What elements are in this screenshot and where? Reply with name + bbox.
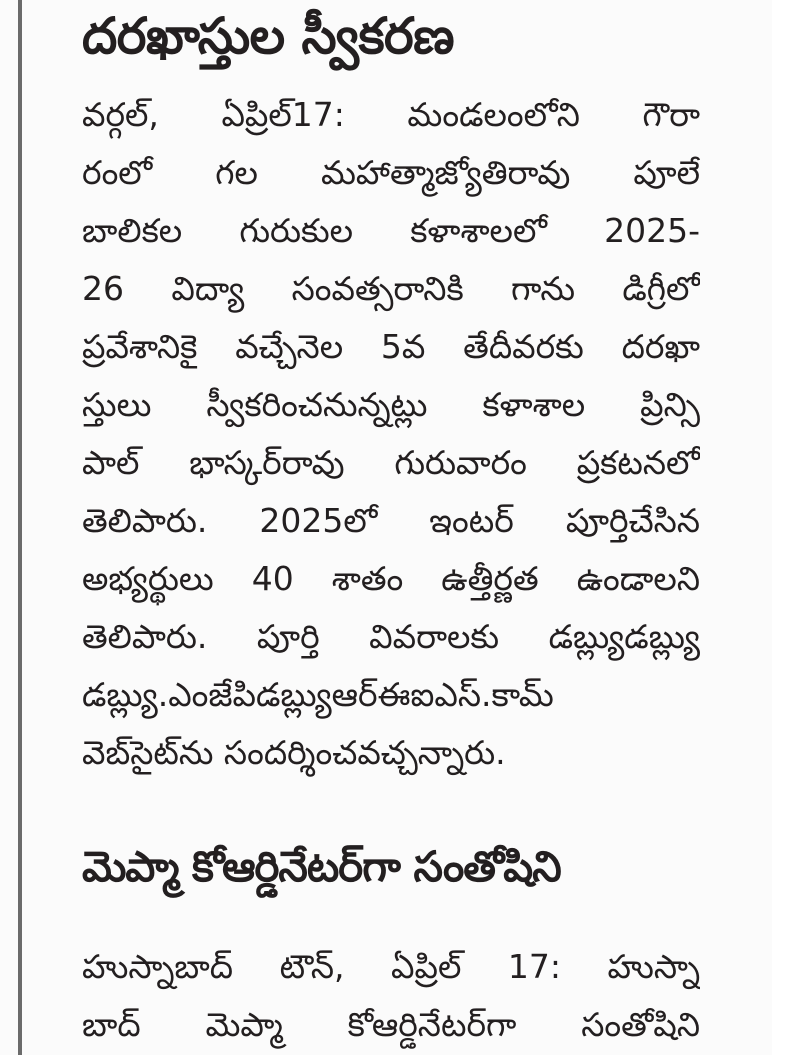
article-body [82,86,712,782]
article-line: బాద్ మెప్మా కోఆర్డినేటర్‌గా సంతోషిని [82,1005,700,1044]
article-line: హుస్నాబాద్ టౌన్, ఏప్రిల్ 17: హుస్నా [82,947,700,986]
article-body [82,938,712,1054]
article-line: తెలిపారు. పూర్తి వివరాలకు డబ్ల్యుడబ్ల్యు [82,617,700,656]
page-margin [772,0,800,1055]
article-line: వెబ్‌సైట్‌ను సందర్శించవచ్చన్నారు. [82,733,506,772]
article-line: బాలికల గురుకుల కళాశాలలో 2025- [82,211,700,250]
article-line: స్తులు స్వీకరించనున్నట్లు కళాశాల ప్రిన్సి [82,385,700,424]
article-line: రంలో గల మహాత్మాజ్యోతిరావు పూలే [82,153,700,192]
article-line: అభ్యర్థులు 40 శాతం ఉత్తీర్ణత ఉండాలని [82,559,700,598]
article-line: తెలిపారు. 2025లో ఇంటర్ పూర్తిచేసిన [82,501,700,540]
column-divider-rule [18,0,22,1055]
article-line: ప్రవేశానికై వచ్చేనెల 5వ తేదీవరకు దరఖా [82,327,700,366]
news-column [82,0,712,1055]
article-headline: మెప్మా కోఆర్డినేటర్‌గా సంతోషిని [82,842,561,891]
article-line: డబ్ల్యు.ఎంజేపిడబ్ల్యుఆర్‌ఈఐఎస్.కామ్ [82,675,554,714]
article-line: పాల్ భాస్కర్‌రావు గురువారం ప్రకటనలో [82,443,700,482]
article-headline: దరఖాస్తుల స్వీకరణ [82,7,455,65]
article-line: వర్గల్, ఏప్రిల్17: మండలంలోని గౌరా [82,95,700,134]
article-line: 26 విద్యా సంవత్సరానికి గాను డిగ్రీలో [82,269,700,308]
